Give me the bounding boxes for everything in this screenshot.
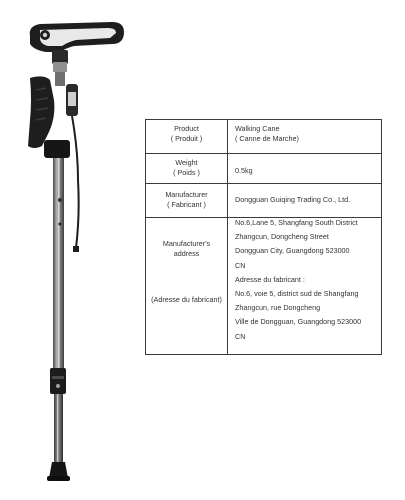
address-line-fr: CN: [235, 331, 246, 341]
lower-grip: [28, 76, 70, 158]
manufacturer-label-cell: [146, 184, 228, 218]
manufacturer-value: Dongguan Guiqing Trading Co., Ltd.: [235, 195, 351, 204]
address-value-cell: [228, 218, 382, 355]
product-value-cell: [228, 120, 382, 154]
table-row-weight: [146, 154, 382, 184]
address-line: CN: [235, 260, 246, 270]
product-value: Walking Cane: [235, 124, 280, 133]
rubber-tip: [47, 462, 70, 481]
weight-label: Weight: [175, 158, 198, 167]
product-label-cell: [146, 120, 228, 154]
table-row-address: [146, 218, 382, 355]
table-row-manufacturer: [146, 184, 382, 218]
product-label: Product: [174, 124, 199, 133]
address-line: No.6,Lane 5, Shangfang South District: [235, 218, 358, 227]
lower-shaft: [54, 394, 63, 464]
weight-label-fr: ( Poids ): [173, 168, 200, 178]
address-line-fr: Zhangcun, rue Dongcheng: [235, 303, 321, 313]
address-label-fr: (Adresse du fabricant): [151, 294, 222, 304]
address-line-fr: Ville de Dongguan, Guangdong 523000: [235, 317, 362, 327]
address-line-fr: No.6, voie 5, district sud de Shangfang: [235, 288, 359, 298]
address-line-fr-heading: Adresse du fabricant :: [235, 274, 305, 284]
weight-value-cell: [228, 154, 382, 184]
address-label-cell: [146, 218, 228, 355]
flashlight-icon: [66, 84, 78, 116]
spec-table: [145, 119, 382, 355]
address-line: Dongguan City, Guangdong 523000: [235, 246, 350, 256]
weight-value: 0.5kg: [235, 166, 253, 175]
manufacturer-label: Manufacturer: [165, 190, 208, 199]
t-handle: [30, 22, 124, 72]
product-value-fr: ( Canne de Marche): [235, 134, 299, 144]
locking-collar: [50, 368, 66, 394]
product-label-fr: ( Produit ): [170, 134, 203, 144]
walking-cane-image: [0, 0, 140, 500]
address-label: Manufacturer's: [162, 239, 211, 248]
wrist-strap: [72, 116, 79, 248]
manufacturer-value-cell: [228, 184, 382, 218]
weight-label-cell: [146, 154, 228, 184]
table-row-product: [146, 120, 382, 154]
address-line: Zhangcun, Dongcheng Street: [235, 232, 329, 242]
manufacturer-label-fr: ( Fabricant ): [167, 200, 206, 210]
address-label-2: address: [173, 249, 200, 259]
